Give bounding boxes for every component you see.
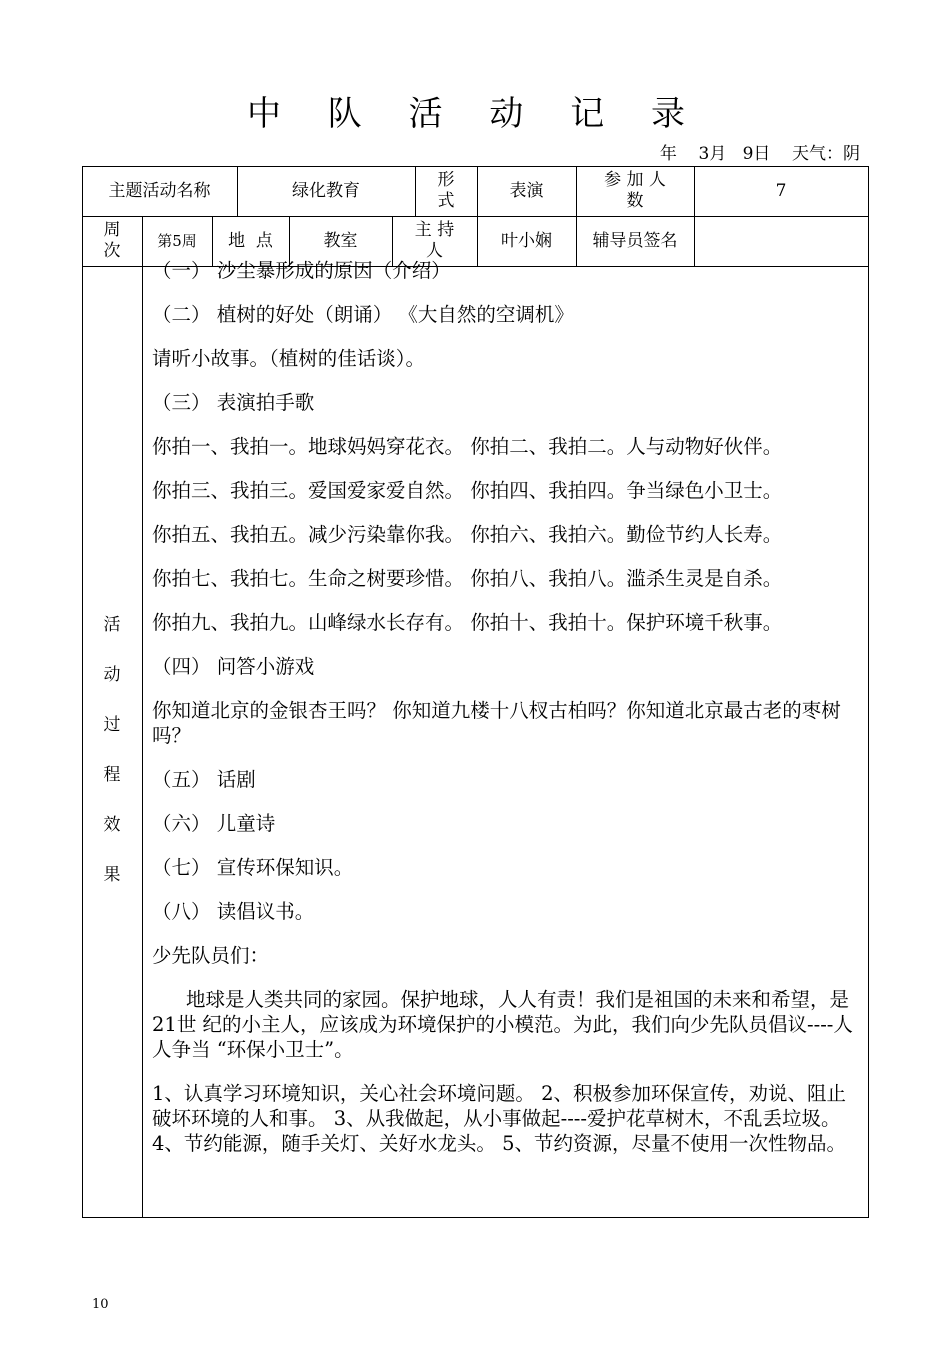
side-label-char: 果 xyxy=(103,865,121,885)
side-label-char: 动 xyxy=(103,665,121,685)
clapping-song-line: 你拍七、我拍七。生命之树要珍惜。 你拍八、我拍八。滥杀生灵是自杀。 xyxy=(152,567,783,590)
section-heading: （四） 问答小游戏 xyxy=(152,655,315,678)
side-label-char: 过 xyxy=(103,715,121,735)
proposal-paragraph: 地球是人类共同的家园。保护地球，人人有责！我们是祖国的未来和希望，是21世 纪的小主人，应该成为环境保护的小模范。为此，我们向少先队员倡议----人人争当 “环保小卫士”。 xyxy=(152,988,853,1061)
section-heading: （六） 儿童诗 xyxy=(152,812,276,835)
participant-count-label: 参 加 人 数 xyxy=(604,170,666,211)
place-value: 教室 xyxy=(323,230,358,251)
section-heading: （二） 植树的好处（朗诵） 《大自然的空调机》 xyxy=(152,303,574,326)
theme-label: 主题活动名称 xyxy=(108,180,211,201)
clapping-song-line: 你拍三、我拍三。爱国爱家爱自然。 你拍四、我拍四。争当绿色小卫士。 xyxy=(152,479,783,502)
side-label-char: 程 xyxy=(103,765,121,785)
side-label-char: 活 xyxy=(103,615,121,635)
page-number: 10 xyxy=(92,1297,109,1312)
content-line: 请听小故事。（植树的佳话谈）。 xyxy=(152,347,426,370)
body-column-divider xyxy=(142,266,143,1217)
week-value: 第5周 xyxy=(157,231,197,250)
participant-count-value: 7 xyxy=(775,180,787,201)
salutation: 少先队员们： xyxy=(152,944,270,967)
clapping-song-line: 你拍九、我拍九。山峰绿水长存有。 你拍十、我拍十。保护环境千秋事。 xyxy=(152,611,783,634)
form-value: 表演 xyxy=(509,180,544,201)
quiz-questions: 你知道北京的金银杏王吗？ 你知道九楼十八杈古柏吗？你知道北京最古老的枣树吗？ xyxy=(152,699,841,747)
table-border-bottom xyxy=(82,1217,869,1218)
section-heading: （五） 话剧 xyxy=(152,768,256,791)
side-label-char: 效 xyxy=(103,815,121,835)
section-heading: （七） 宣传环保知识。 xyxy=(152,856,354,879)
place-label: 地 点 xyxy=(228,230,273,251)
page-title: 中 队 活 动 记 录 xyxy=(246,94,704,134)
form-label: 形 式 xyxy=(437,170,455,211)
clapping-song-line: 你拍一、我拍一。地球妈妈穿花衣。 你拍二、我拍二。人与动物好伙伴。 xyxy=(152,435,783,458)
host-value: 叶小娴 xyxy=(501,230,552,251)
section-heading: （八） 读倡议书。 xyxy=(152,900,315,923)
host-label: 主 持 人 xyxy=(414,220,455,261)
week-label: 周 次 xyxy=(103,220,121,261)
theme-value: 绿化教育 xyxy=(292,180,360,201)
table-border-right xyxy=(868,166,869,1218)
date-weather-line: 年 3月 9日 天气：阴 xyxy=(659,144,860,164)
proposal-list: 1、认真学习环境知识，关心社会环境问题。 2、积极参加环保宣传，劝说、阻止破坏环境的人和事。 3、从我做起，从小事做起----爱护花草树木，不乱丢垃圾。 4、节约能源，随手关灯、关好水龙头。 5、节约资源，尽量不使用一次性物品。 xyxy=(152,1082,847,1155)
advisor-signature-label: 辅导员签名 xyxy=(592,230,678,251)
activity-process-label xyxy=(82,600,142,900)
section-heading: （三） 表演拍手歌 xyxy=(152,391,315,414)
activity-content xyxy=(152,258,864,1156)
clapping-song-line: 你拍五、我拍五。减少污染靠你我。 你拍六、我拍六。勤俭节约人长寿。 xyxy=(152,523,783,546)
section-heading: （一） 沙尘暴形成的原因（介绍） xyxy=(152,259,451,282)
